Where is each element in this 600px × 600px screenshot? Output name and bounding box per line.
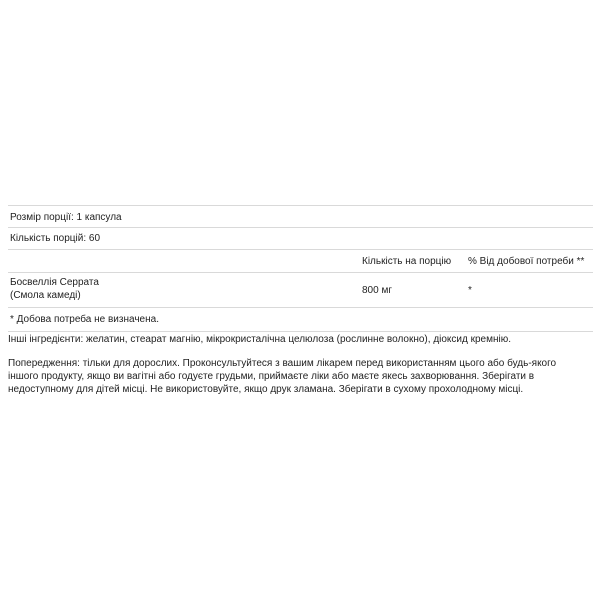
- footnote-text: * Добова потреба не визначена.: [10, 314, 159, 325]
- ingredient-amount: 800 мг: [362, 285, 392, 296]
- ingredient-name-line1: Босвеллія Серрата: [10, 277, 99, 288]
- amount-per-serving-header: Кількість на порцію: [362, 256, 452, 267]
- ingredient-name-line2: (Смола камеді): [10, 290, 81, 301]
- supplement-facts-table: [8, 205, 593, 332]
- servings-per-container-text: Кількість порцій: 60: [10, 233, 101, 244]
- table-header-row: [8, 250, 593, 273]
- other-ingredients: Інші інгредієнти: желатин, стеарат магнію, мікрокристалічна целюлоза (рослинне волокно), діоксид кремнію.: [8, 334, 512, 345]
- warnings-paragraph: Попередження: тільки для дорослих. Проконсультуйтеся з вашим лікарем перед використанням цього або будь-якого іншого продукту, якщо ви вагітні або годуєте грудьми, приймаєте ліки або маєте якесь захворювання. Зберігати в недоступному для дітей місці. Не використовуйте, якщо друк зламана. Зберігати в сухому прохолодному місці.: [8, 358, 557, 395]
- servings-per-container-row: [8, 228, 593, 250]
- serving-size-text: Розмір порції: 1 капсула: [10, 212, 122, 223]
- ingredient-name: [10, 276, 190, 302]
- footnote-row: [8, 308, 593, 332]
- ingredient-daily-value: *: [468, 285, 472, 296]
- ingredient-row: [8, 273, 593, 308]
- daily-value-header: % Від добової потреби **: [468, 256, 585, 267]
- serving-size-row: [8, 205, 593, 228]
